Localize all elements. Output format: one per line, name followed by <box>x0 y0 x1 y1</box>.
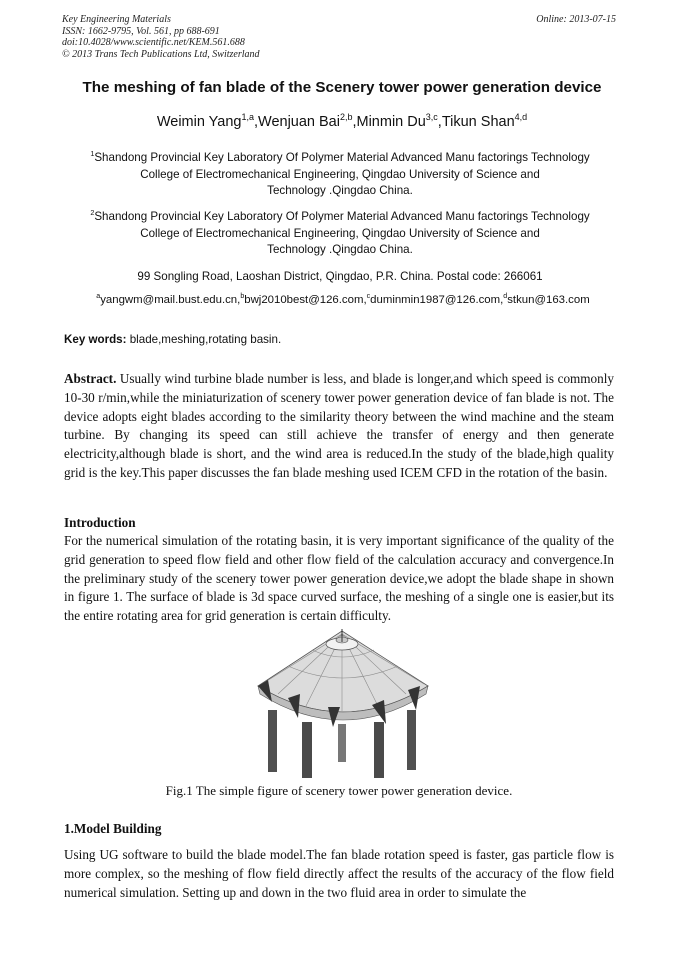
affiliation-sup: 2 <box>90 208 95 218</box>
figure-pillar <box>302 722 312 778</box>
affiliation-line: College of Electromechanical Engineering, Qingdao University of Science and <box>140 226 540 240</box>
abstract-label: Abstract. <box>64 371 117 386</box>
email-link[interactable]: yangwm@mail.bust.edu.cn, <box>100 294 241 306</box>
affiliation-sup: 1 <box>90 149 95 159</box>
author-sup: 3,c <box>425 112 438 123</box>
author-name: Tikun Shan <box>441 114 515 130</box>
figure-pillar <box>338 724 346 762</box>
author-sup: 4,d <box>514 112 528 123</box>
journal-header <box>62 14 616 60</box>
introduction-text: For the numerical simulation of the rotating basin, it is very important significance of the quality of the grid generation to speed flow field and other flow field of the calculation accuracy and convergence.In the preliminary study of the scenery tower power generation device,we adopt the blade shape in shown in figure 1. The surface of blade is 3d space curved surface, the meshing of a single one is easier,but its the entire rotating area for grid generation is certain difficulty. <box>64 533 614 624</box>
keywords-text: blade,meshing,rotating basin. <box>126 333 282 346</box>
figure-pillar <box>407 710 416 770</box>
postal-address: 99 Songling Road, Laoshan District, Qingdao, P.R. China. Postal code: 266061 <box>137 270 543 283</box>
journal-name: Key Engineering Materials <box>62 14 171 25</box>
abstract <box>64 370 614 483</box>
affiliation-line: Shandong Provincial Key Laboratory Of Polymer Material Advanced Manu factorings Technology <box>94 151 590 164</box>
email-list <box>58 294 628 306</box>
author-name: Weimin Yang <box>156 114 242 130</box>
affiliation-1 <box>60 150 620 200</box>
email-sup: a <box>96 293 101 301</box>
author-name: Minmin Du <box>356 114 426 130</box>
model-building-text: Using UG software to build the blade model.The fan blade rotation speed is faster, gas particle flow is more complex, so the meshing of flow field directly affect the results of the accuracy of the flow field numerical simulation. Setting up and down in the two fluid area in order to simulate the <box>64 847 614 900</box>
author-sep: , <box>437 114 442 130</box>
figure-pillar <box>374 722 384 778</box>
email-link[interactable]: bwj2010best@126.com, <box>244 294 367 306</box>
figure-caption: Fig.1 The simple figure of scenery tower power generation device. <box>165 783 513 798</box>
online-date: Online: 2013-07-15 <box>536 14 616 25</box>
email-sup: b <box>240 293 245 301</box>
affiliation-2 <box>60 209 620 259</box>
doi-line[interactable]: doi:10.4028/www.scientific.net/KEM.561.688 <box>62 37 245 48</box>
email-link[interactable]: duminmin1987@126.com, <box>370 294 504 306</box>
affiliation-line: Technology .Qingdao China. <box>267 243 413 256</box>
keywords-label: Key words: <box>64 333 127 346</box>
abstract-text: Usually wind turbine blade number is less, and blade is longer,and which speed is commonly 10-30 r/min,while the miniaturization of scenery tower power generation device of fan blade is not. The device adopts eight blades according to the similarity theory between the wind machine and the steam turbine. By changing its speed can still achieve the transfer of energy and then generate electricity,although blade is short, and the wind area is reduced.In the study of the blade,high quality grid is the key.This paper discusses the fan blade meshing used ICEM CFD in the rotation of the basin. <box>64 371 614 480</box>
introduction-heading: Introduction <box>64 515 136 530</box>
email-link[interactable]: stkun@163.com <box>507 294 590 306</box>
tower-figure <box>238 628 448 778</box>
paper-title: The meshing of fan blade of the Scenery tower power generation device <box>82 79 602 96</box>
author-list <box>40 114 644 130</box>
affiliation-line: Technology .Qingdao China. <box>267 184 413 197</box>
email-sup: d <box>503 293 508 301</box>
author-name: Wenjuan Bai <box>258 114 340 130</box>
issn-line: ISSN: 1662-9795, Vol. 561, pp 688-691 <box>62 25 220 37</box>
copyright-line: © 2013 Trans Tech Publications Ltd, Switzerland <box>62 48 260 60</box>
model-building-heading: 1.Model Building <box>64 821 162 836</box>
keywords <box>64 333 614 346</box>
figure-pillar <box>268 710 277 772</box>
affiliation-line: College of Electromechanical Engineering, Qingdao University of Science and <box>140 167 540 181</box>
author-sup: 1,a <box>241 112 254 123</box>
author-sep: , <box>352 114 357 130</box>
email-sup: c <box>366 293 371 301</box>
author-sup: 2,b <box>339 112 353 123</box>
author-sep: , <box>253 114 259 130</box>
affiliation-line: Shandong Provincial Key Laboratory Of Polymer Material Advanced Manu factorings Technology <box>94 210 590 223</box>
